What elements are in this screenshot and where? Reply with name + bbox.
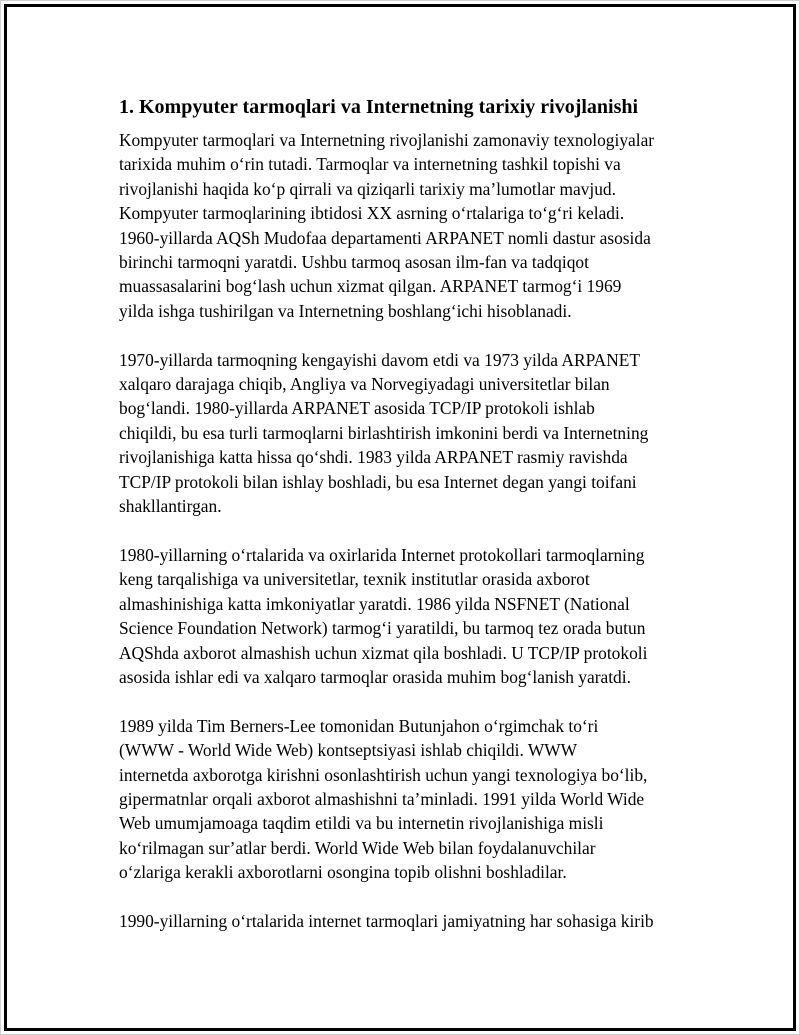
paragraph-line: keng tarqalishiga va universitetlar, texnik institutlar orasida axborot	[119, 569, 590, 590]
paragraph-3	[119, 543, 685, 689]
paragraph-line: koʻrilmagan surʼatlar berdi. World Wide Web bilan foydalanuvchilar	[119, 837, 596, 858]
paragraph-line: Science Foundation Network) tarmogʻi yaratildi, bu tarmoq tez orada butun	[119, 618, 646, 639]
paragraph-5	[119, 909, 685, 933]
paragraph-line: almashinishiga katta imkoniyatlar yaratdi. 1986 yilda NSFNET (National	[119, 593, 630, 614]
paragraph-4	[119, 714, 685, 885]
paragraph-2	[119, 348, 685, 519]
paragraph-line: Kompyuter tarmoqlari va Internetning rivojlanishi zamonaviy texnologiyalar	[119, 130, 655, 150]
paragraph-line: 1989 yilda Tim Berners-Lee tomonidan Butunjahon oʻrgimchak toʻri	[119, 715, 599, 736]
paragraph-line: tarixida muhim oʻrin tutadi. Tarmoqlar va internetning tashkil topishi va	[119, 154, 621, 175]
paragraph-1	[119, 128, 685, 323]
paragraph-line: Kompyuter tarmoqlarining ibtidosi XX asrning oʻrtalariga toʻgʻri keladi.	[119, 203, 625, 224]
paragraph-line: TCP/IP protokoli bilan ishlay boshladi, bu esa Internet degan yangi toifani	[119, 471, 637, 492]
section-heading: 1. Kompyuter tarmoqlari va Internetning tarixiy rivojlanishi	[119, 96, 639, 118]
paragraph-line: 1990-yillarning oʻrtalarida internet tarmoqlari jamiyatning har sohasiga kirib	[119, 910, 654, 931]
paragraph-line: (WWW - World Wide Web) kontseptsiyasi ishlab chiqildi. WWW	[119, 740, 578, 761]
document-body	[119, 93, 685, 958]
paragraph-line: 1970-yillarda tarmoqning kengayishi davom etdi va 1973 yilda ARPANET	[119, 349, 641, 370]
paragraph-line: muassasalarini bogʻlash uchun xizmat qilgan. ARPANET tarmogʻi 1969	[119, 276, 622, 297]
paragraph-line: shakllantirgan.	[119, 496, 222, 517]
paragraph-line: internetda axborotga kirishni osonlashtirish uchun yangi texnologiya boʻlib,	[119, 764, 648, 785]
paragraph-line: xalqaro darajaga chiqib, Angliya va Norvegiyadagi universitetlar bilan	[119, 374, 610, 395]
paragraph-line: rivojlanishiga katta hissa qoʻshdi. 1983 yilda ARPANET rasmiy ravishda	[119, 447, 628, 468]
paragraph-line: bogʻlandi. 1980-yillarda ARPANET asosida TCP/IP protokoli ishlab	[119, 398, 595, 419]
paragraph-line: chiqildi, bu esa turli tarmoqlarni birlashtirish imkonini berdi va Internetning	[119, 422, 649, 443]
paragraph-line: yilda ishga tushirilgan va Internetning boshlangʻichi hisoblanadi.	[119, 300, 572, 321]
paragraph-line: AQShda axborot almashish uchun xizmat qila boshladi. U TCP/IP protokoli	[119, 642, 648, 663]
paragraph-line: 1960-yillarda AQSh Mudofaa departamenti ARPANET nomli dastur asosida	[119, 227, 651, 248]
paragraph-line: asosida ishlar edi va xalqaro tarmoqlar orasida muhim bogʻlanish yaratdi.	[119, 666, 631, 687]
paragraph-line: gipermatnlar orqali axborot almashishni taʼminladi. 1991 yilda World Wide	[119, 788, 645, 809]
paragraph-line: oʻzlariga kerakli axborotlarni osongina topib olishni boshladilar.	[119, 862, 567, 883]
paragraph-line: Web umumjamoaga taqdim etildi va bu internetin rivojlanishiga misli	[119, 813, 604, 834]
paragraph-line: birinchi tarmoqni yaratdi. Ushbu tarmoq asosan ilm-fan va tadqiqot	[119, 252, 589, 273]
paragraph-line: 1980-yillarning oʻrtalarida va oxirlarida Internet protokollari tarmoqlarning	[119, 544, 645, 565]
paragraph-line: rivojlanishi haqida koʻp qirrali va qiziqarli tarixiy maʼlumotlar mavjud.	[119, 178, 616, 199]
